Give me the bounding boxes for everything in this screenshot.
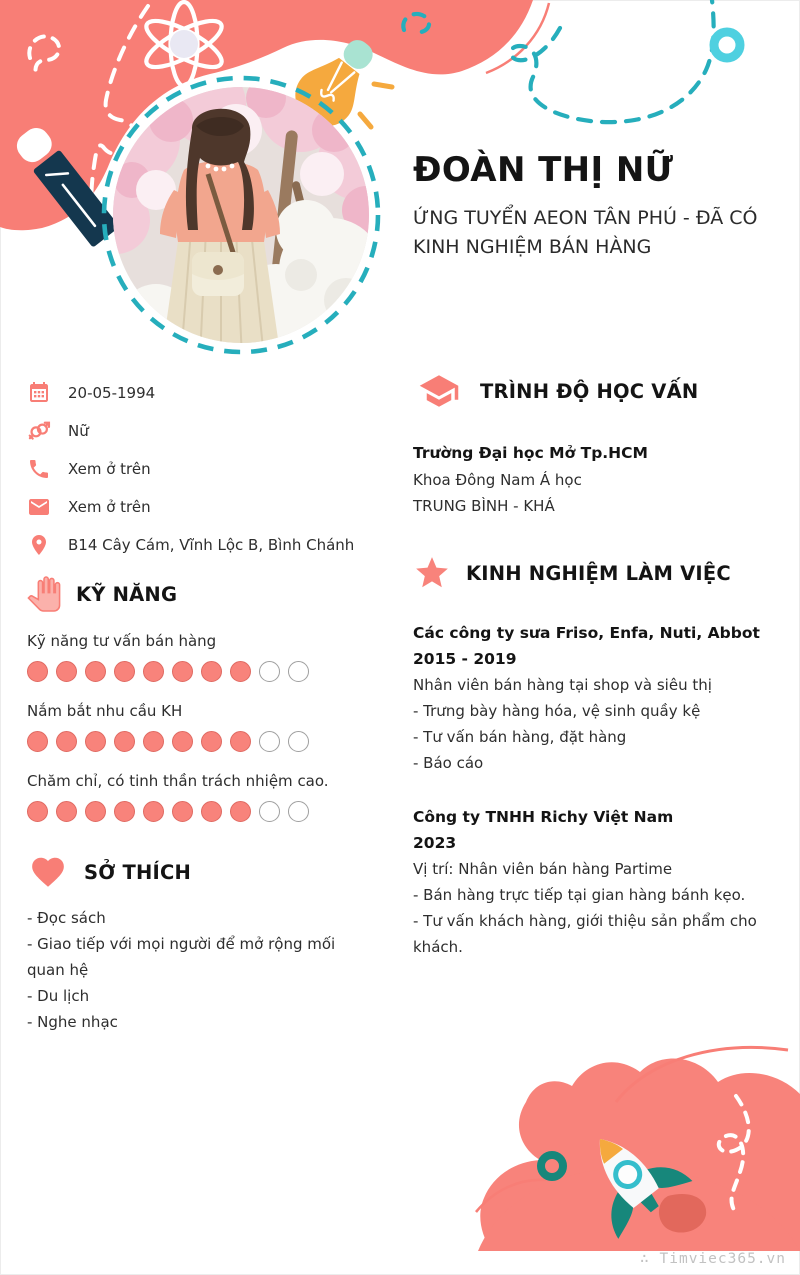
skill-dot [259,661,280,682]
experience-title: KINH NGHIỆM LÀM VIỆC [466,561,731,585]
skill-dot [201,801,222,822]
job-line: Nhân viên bán hàng tại shop và siêu thị [413,676,712,694]
info-row-birthdate [27,374,379,412]
skill-dot [259,801,280,822]
skills-title: KỸ NĂNG [76,582,178,606]
skill-item [27,702,379,752]
hand-icon [27,576,61,612]
photo-content [96,70,386,360]
birthdate-value: 20-05-1994 [68,384,156,402]
heart-icon [27,853,69,891]
phone-value: Xem ở trên [68,460,151,478]
info-row-address [27,526,379,564]
skill-dot [230,661,251,682]
skill-dots [27,731,379,752]
skill-dot [56,731,77,752]
calendar-icon [27,381,51,405]
hobbies-title: SỞ THÍCH [84,860,191,884]
skill-dot [259,731,280,752]
hobby-item: - Đọc sách [27,909,106,927]
skill-dot [288,731,309,752]
cyan-donut-icon [714,32,740,58]
gender-value: Nữ [68,422,89,440]
major: Khoa Đông Nam Á học [413,470,582,489]
skill-dot [114,731,135,752]
skills-header [27,576,379,612]
email-value: Xem ở trên [68,498,151,516]
skill-label: Nắm bắt nhu cầu KH [27,702,183,720]
hobby-item: - Giao tiếp với mọi người để mở rộng mối quan hệ [27,935,336,979]
skill-dot [143,801,164,822]
skill-dot [230,801,251,822]
skill-dot [288,661,309,682]
email-icon [27,495,51,519]
profile-photo [96,70,386,360]
experience-section [413,554,795,960]
skill-dots [27,801,379,822]
job-period: 2023 [413,834,457,852]
job-company: Công ty TNHH Richy Việt Nam [413,808,674,826]
job-line: Vị trí: Nhân viên bán hàng Partime [413,860,673,878]
skill-dot [201,661,222,682]
education-body [413,440,793,520]
hobby-item: - Du lịch [27,987,90,1005]
job-line: - Tư vấn khách hàng, giới thiệu sản phẩm cho khách. [413,912,757,956]
skill-dot [143,661,164,682]
grade: TRUNG BÌNH - KHÁ [413,497,555,515]
candidate-subtitle: ỨNG TUYỂN AEON TÂN PHÚ - ĐÃ CÓ KINH NGHIỆM BÁN HÀNG [413,207,758,258]
hobby-list [27,905,367,1035]
phone-icon [27,457,51,481]
job-company: Các công ty sưa Friso, Enfa, Nuti, Abbot [413,624,760,642]
skill-dot [114,661,135,682]
teal-dashed-swirl [511,0,714,122]
hobbies-header [27,853,367,891]
header-text [413,150,791,262]
personal-info-list [27,374,379,564]
skill-dot [27,661,48,682]
candidate-name: ĐOÀN THỊ NỮ [413,150,674,190]
education-header [413,370,793,412]
job-entry [413,620,795,776]
job-entry [413,804,795,960]
skill-dot [85,661,106,682]
skill-dot [85,731,106,752]
job-line: - Tư vấn bán hàng, đặt hàng [413,728,627,746]
skill-dot [85,801,106,822]
location-icon [27,533,51,557]
skill-dot [27,731,48,752]
skill-item [27,632,379,682]
skill-dot [172,661,193,682]
skill-dot [172,801,193,822]
skill-dot [230,731,251,752]
skill-dot [27,801,48,822]
skill-dot [172,731,193,752]
education-title: TRÌNH ĐỘ HỌC VẤN [480,379,699,403]
job-line: - Báo cáo [413,754,484,772]
star-icon [413,554,451,592]
job-line: - Trưng bày hàng hóa, vệ sinh quầy kệ [413,702,701,720]
skill-label: Chăm chỉ, có tinh thần trách nhiệm cao. [27,772,329,790]
hobbies-section [27,853,367,1035]
job-line: - Bán hàng trực tiếp tại gian hàng bánh kẹo. [413,886,746,904]
skill-dots [27,661,379,682]
skill-dot [288,801,309,822]
info-row-gender [27,412,379,450]
skills-section [27,576,379,822]
skill-dot [143,731,164,752]
skill-dot [56,801,77,822]
skill-label: Kỹ năng tư vấn bán hàng [27,632,217,650]
skill-item [27,772,379,822]
footer-decoration [0,1040,800,1251]
education-section [413,370,793,520]
watermark: ∴ Timviec365.vn [640,1251,786,1267]
skill-dot [114,801,135,822]
experience-header [413,554,795,592]
skill-dot [56,661,77,682]
job-period: 2015 - 2019 [413,650,517,668]
info-row-email [27,488,379,526]
info-row-phone [27,450,379,488]
graduation-cap-icon [413,370,465,412]
address-value: B14 Cây Cám, Vĩnh Lộc B, Bình Chánh [68,536,355,554]
gender-icon [27,419,51,443]
hobby-item: - Nghe nhạc [27,1013,118,1031]
school-name: Trường Đại học Mở Tp.HCM [413,444,648,462]
skill-dot [201,731,222,752]
